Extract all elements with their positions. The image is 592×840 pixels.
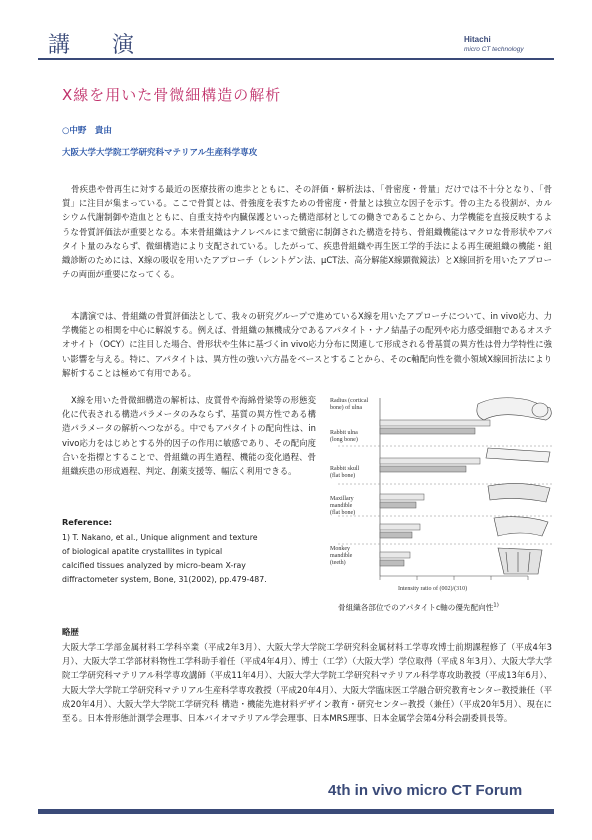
reference-line: 1) T. Nakano, et al., Unique alignment and texture	[62, 533, 258, 542]
body-paragraph-2: 本講演では、骨組織の骨質評価法として、我々の研究グループで進めているX線を用いたアプローチについて、in vivo応力、力学機能との相関を中心に解説する。例えば、骨組織の無機成分であるアパタイト・ナノ結晶子の配列や応力感受細胞であるオステオサイト（OCY）に注目した場合、骨形状や生体に基づくin vivo応力分布に関連して形成される骨基質の異方性は骨力学特性に強い影響を与える。特に、アパタイトは、異方性の強い六方晶をベースとすることから、そのc軸配向性を微小領域X線回折法により解析することは極めて有用である。	[62, 311, 552, 378]
logo-line1: Hitachi	[464, 35, 491, 44]
body-paragraph-1: 骨疾患や骨再生に対する最近の医療技術の進歩とともに、その評価・解析法は、「骨密度・骨量」だけでは不十分となり、「骨質」に注目が集まっている。ここで骨質とは、骨強度を表すための骨密度・骨量とは独立な因子を示す。骨の主たる役割が、カルシウム代謝制御や造血とともに、自重支持や内臓保護といった構造部材としての働きであることから、力学機能を直接反映するような骨質評価法が重要となる。本来骨組織はナノレベルにまで緻密に制御された構造を持ち、骨組織機能はマクロな骨形状やアパタイト量のみならず、微細構造により支配されている。したがって、疾患骨組織や再生医工学的手法による再生硬組織の機能・組織診断のためには、X線の吸収を用いたアプローチ（レントゲン法、μCT法、高分解能X線顕微鏡法）とX線回折を用いたアプローチの両面が重要になってくる。	[62, 184, 552, 280]
author-name: ○中野 貴由	[62, 126, 112, 136]
figure-label: bone) of ulna	[330, 405, 362, 411]
figure-label: mandible	[330, 503, 353, 509]
talk-title: X線を用いた骨微細構造の解析	[62, 86, 282, 104]
reference-line: calcified tissues analyzed by micro-beam X-ray	[62, 561, 246, 570]
reference-heading: Reference:	[62, 517, 113, 527]
footer-rule	[38, 809, 554, 814]
reference-line: of biological apatite crystallites in typical	[62, 547, 223, 556]
biography-text: 大阪大学工学部金属材料工学科卒業（平成2年3月）、大阪大学大学院工学研究科金属材料工学専攻博士前期課程修了（平成4年3月）、大阪大学工学部材料物性工学科助手着任（平成4年4月）、博士（工学）（大阪大学）学位取得（平成８年3月）、大阪大学大学院工学研究科マテリアル科学専攻講師（平成11年4月）、大阪大学大学院工学研究科マテリアル科学専攻助教授（平成13年6月）、大阪大学大学院工学研究科マテリアル生産科学専攻教授（平成20年4月）、大阪大学臨床医工学融合研究教育センター教授兼任（平成20年4月）、大阪大学大学院工学研究科 構造・機能先進材料デザイン教育・研究センター教授（兼任）（平成20年5月）、現在に至る。日本骨形態計測学会理事、日本バイオマテリアル学会理事、日本MRS理事、日本金属学会第4分科会副委員長等。	[62, 642, 552, 724]
figure-label: Rabbit skull	[330, 466, 360, 472]
hitachi-logo	[462, 30, 554, 56]
figure-label: Maxillary	[330, 496, 354, 502]
figure-caption-text: 骨組織各部位でのアパタイトc軸の優先配向性	[338, 603, 494, 612]
figure-caption	[338, 602, 499, 613]
figure-label: (flat bone)	[330, 473, 356, 479]
header-rule	[38, 58, 554, 60]
figure-label: Monkey	[330, 546, 350, 552]
logo-line2: micro CT technology	[464, 46, 524, 53]
figure-label: mandible	[330, 553, 353, 559]
figure-label: (flat bone)	[330, 510, 356, 516]
apatite-orientation-figure	[328, 390, 558, 594]
affiliation: 大阪大学大学院工学研究科マテリアル生産科学専攻	[62, 148, 258, 158]
figure-label: Rabbit ulna	[330, 430, 358, 436]
reference-line: diffractometer system, Bone, 31(2002), pp.479-487.	[62, 575, 267, 584]
section-heading: 講 演	[48, 33, 145, 58]
figure-label: Radius (cortical	[330, 398, 369, 404]
biography-heading: 略歴	[62, 627, 79, 637]
figure-axis-label: Intensity ratio of (002)/(310)	[398, 586, 468, 592]
figure-caption-ref: 1)	[493, 602, 499, 609]
figure-label: (long bone)	[330, 437, 358, 443]
body-paragraph-3: X線を用いた骨微細構造の解析は、皮質骨や海綿骨梁等の形態変化に代表される構造パラメータのみならず、基質の異方性である構造パラメータの解析へつながる。中でもアパタイトの配向性は、in vivo応力をはじめとする外的因子の作用に敏感であり、その配向度合いを指標とすることで、骨組織の再生過程、機能の変化過程、骨組織疾患の形成過程、判定、創薬支援等、幅広く利用できる。	[62, 395, 316, 477]
figure-label: (teeth)	[330, 560, 346, 566]
forum-title: 4th in vivo micro CT Forum	[328, 782, 523, 799]
